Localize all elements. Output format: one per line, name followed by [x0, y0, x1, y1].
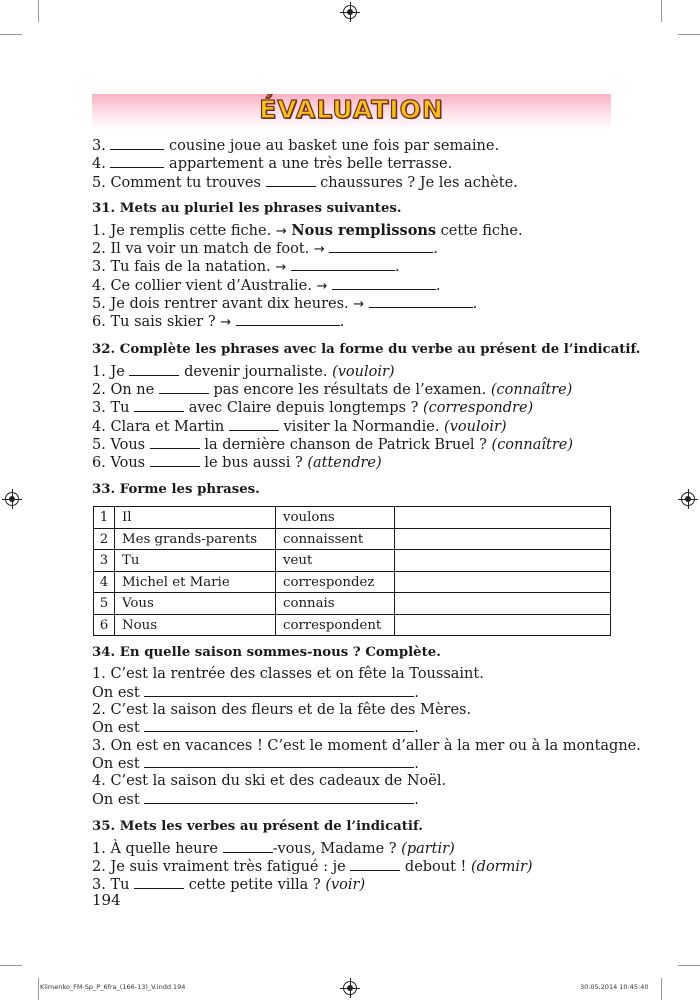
arrow-icon: → [353, 297, 365, 313]
evaluation-banner [92, 94, 611, 130]
exercise-31-item: 2. Il va voir un match de foot. → . [92, 241, 439, 258]
answer-blank[interactable] [223, 840, 273, 853]
exercise-31-item: 4. Ce collier vient d’Australie. → . [92, 277, 441, 294]
worksheet-content [92, 137, 641, 895]
crop-mark [0, 34, 22, 35]
table-row: 4 Michel et Marie correspondez [94, 571, 611, 593]
crop-mark [38, 978, 39, 1000]
crop-mark [38, 0, 39, 22]
exercise-34-item: 3. On est en vacances ! C’est le moment d’aller à la mer ou à la montagne. [92, 737, 641, 754]
table-row: 6 Nous correspondent [94, 614, 611, 636]
crop-mark [678, 965, 700, 966]
answer-blank[interactable] [236, 313, 340, 326]
answer-blank[interactable] [110, 155, 164, 168]
crop-mark [661, 978, 662, 1000]
answer-cell[interactable] [395, 528, 611, 550]
arrow-icon: → [220, 315, 232, 331]
answer-blank[interactable] [350, 858, 400, 871]
exercise-35-item: 1. À quelle heure -vous, Madame ? (partir) [92, 840, 455, 857]
answer-blank[interactable] [150, 436, 200, 449]
registration-mark-icon [343, 5, 357, 19]
exercise-34-item: 2. C’est la saison des fleurs et de la fête des Mères. [92, 702, 472, 719]
arrow-icon: → [275, 223, 287, 239]
exercise-line: 3. cousine joue au basket une fois par semaine. [92, 138, 500, 154]
arrow-icon: → [275, 260, 287, 276]
arrow-icon: → [316, 278, 328, 294]
exercise-31-example: 1. Je remplis cette fiche. → Nous remplissons cette fiche. [92, 221, 523, 239]
exercise-35-item: 3. Tu cette petite villa ? (voir) [92, 877, 366, 894]
answer-blank[interactable] [144, 755, 414, 768]
answer-blank[interactable] [144, 791, 414, 804]
page-number: 194 [92, 891, 121, 909]
answer-blank[interactable] [134, 876, 184, 889]
exercise-35-heading: 35. Mets les verbes au présent de l’indicatif. [92, 818, 423, 834]
answer-cell[interactable] [395, 550, 611, 572]
table-row: 2 Mes grands-parents connaissent [94, 528, 611, 550]
answer-cell[interactable] [395, 571, 611, 593]
exercise-34-item: 4. C’est la saison du ski et des cadeaux de Noël. [92, 773, 447, 790]
exercise-line: 5. Comment tu trouves chaussures ? Je les achète. [92, 174, 518, 191]
exercise-34-item: 1. C’est la rentrée des classes et on fête la Toussaint. [92, 666, 484, 683]
crop-mark [661, 0, 662, 22]
answer-blank[interactable] [369, 295, 473, 308]
registration-mark-icon [681, 492, 695, 506]
footer-filename: Klimenko_FM-Sp_P_6fra_(166-13)_V.indd 194 [40, 983, 186, 991]
exercise-32-item: 5. Vous la dernière chanson de Patrick Bruel ? (connaître) [92, 436, 573, 453]
answer-blank[interactable] [144, 719, 414, 732]
exercise-34-answer: On est . [92, 684, 419, 701]
answer-cell[interactable] [395, 593, 611, 615]
answer-blank[interactable] [332, 277, 436, 290]
exercise-31-heading: 31. Mets au pluriel les phrases suivantes. [92, 200, 402, 216]
exercise-34-answer: On est . [92, 720, 419, 737]
answer-cell[interactable] [395, 614, 611, 636]
exercise-34-answer: On est . [92, 755, 419, 772]
answer-blank[interactable] [329, 240, 433, 253]
exercise-32-item: 3. Tu avec Claire depuis longtemps ? (correspondre) [92, 400, 534, 417]
sentence-matching-table [93, 506, 611, 636]
exercise-31-item: 3. Tu fais de la natation. → . [92, 259, 400, 276]
table-row: 3 Tu veut [94, 550, 611, 572]
exercise-34-answer: On est . [92, 791, 419, 808]
registration-mark-icon [5, 492, 19, 506]
answer-blank[interactable] [291, 258, 395, 271]
answer-blank[interactable] [150, 454, 200, 467]
exercise-32-item: 2. On ne pas encore les résultats de l’examen. (connaître) [92, 381, 573, 398]
exercise-32-heading: 32. Complète les phrases avec la forme du verbe au présent de l’indicatif. [92, 341, 641, 357]
footer-timestamp: 30.05.2014 10:45:40 [580, 983, 649, 991]
answer-blank[interactable] [129, 363, 179, 376]
answer-blank[interactable] [134, 399, 184, 412]
registration-mark-icon [343, 981, 357, 995]
previous-exercise [92, 137, 612, 192]
arrow-icon: → [313, 242, 325, 258]
exercise-32-item: 6. Vous le bus aussi ? (attendre) [92, 455, 382, 472]
exercise-31-item: 5. Je dois rentrer avant dix heures. → . [92, 296, 478, 313]
crop-mark [0, 965, 22, 966]
answer-cell[interactable] [395, 507, 611, 529]
exercise-line: 4. appartement a une très belle terrasse. [92, 156, 453, 173]
exercise-31-item: 6. Tu sais skier ? → . [92, 314, 345, 331]
banner-title: ÉVALUATION [259, 95, 444, 124]
exercise-35-item: 2. Je suis vraiment très fatigué : je debout ! (dormir) [92, 859, 533, 876]
exercise-34-heading: 34. En quelle saison sommes-nous ? Complète. [92, 645, 441, 661]
answer-blank[interactable] [159, 381, 209, 394]
crop-mark [678, 34, 700, 35]
answer-blank[interactable] [144, 684, 414, 697]
exercise-32-item: 4. Clara et Martin visiter la Normandie. (vouloir) [92, 418, 507, 435]
table-row: 5 Vous connais [94, 593, 611, 615]
answer-blank[interactable] [229, 418, 279, 431]
table-row: 1 Il voulons [94, 507, 611, 529]
exercise-33-heading: 33. Forme les phrases. [92, 482, 260, 498]
answer-blank[interactable] [266, 174, 316, 187]
answer-blank[interactable] [110, 137, 164, 150]
exercise-32-item: 1. Je devenir journaliste. (vouloir) [92, 363, 395, 380]
